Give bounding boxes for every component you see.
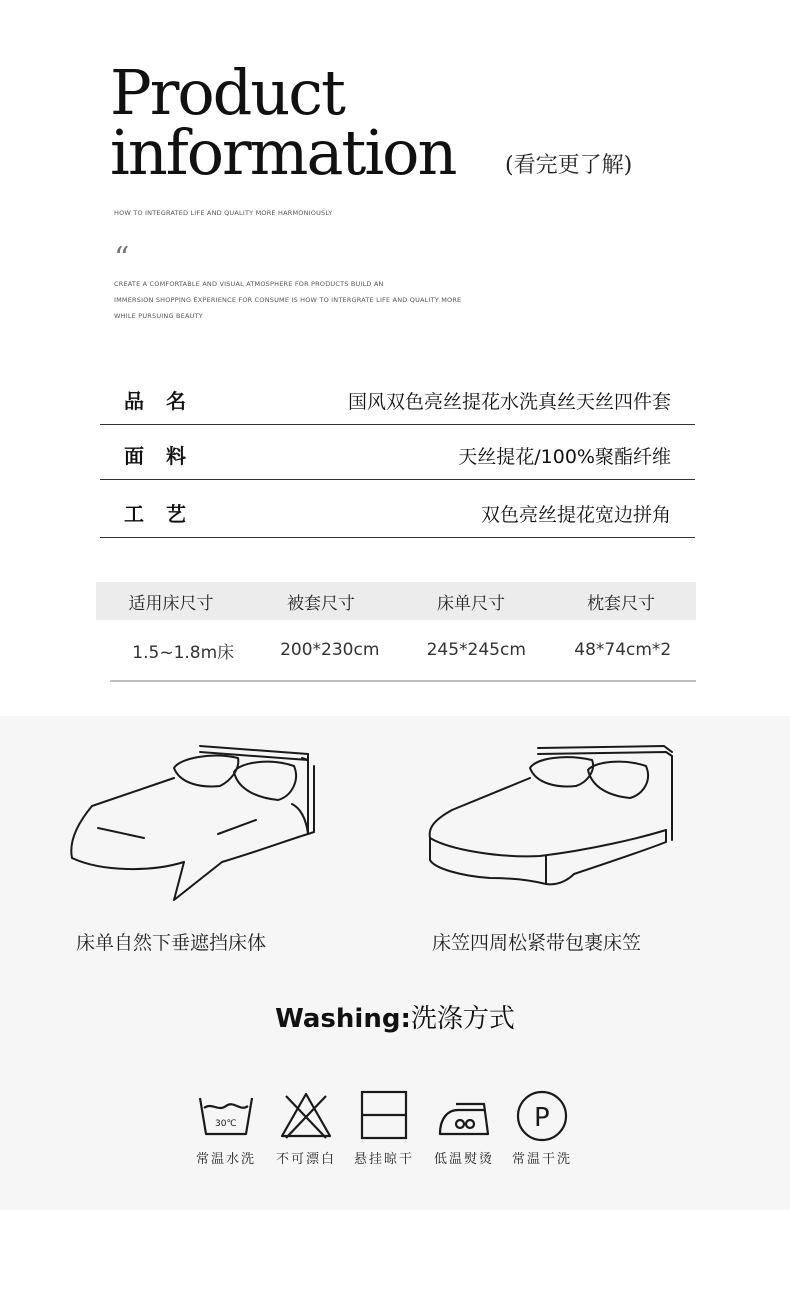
spec-value: 国风双色亮丝提花水洗真丝天丝四件套 [347, 391, 671, 413]
size-cell: 200*230cm [280, 640, 380, 660]
bed-caption-flat: 床单自然下垂遮挡床体 [76, 932, 267, 954]
title-line-1: Product [110, 56, 344, 129]
subtitle-cn: (看完更了解) [505, 153, 633, 178]
size-table [96, 582, 696, 682]
spec-label: 品名 [124, 389, 208, 413]
size-table-header [96, 582, 696, 620]
washing-title [0, 998, 790, 1035]
dry-clean-letter: P [534, 1103, 550, 1133]
fitted-sheet-bed-icon [420, 738, 680, 908]
quote-line-2: IMMERSION SHOPPING EXPERIENCE FOR CONSUME IS HOW TO INTERGRATE LIFE AND QUALITY MORE [114, 296, 462, 304]
care-label: 常温水洗 [195, 1152, 256, 1167]
spec-label: 工艺 [124, 502, 208, 526]
spec-label: 面料 [124, 444, 208, 468]
size-table-row [110, 620, 696, 682]
quote-line-3: WHILE PURSUING BEAUTY [114, 312, 203, 320]
quote-icon: “ [114, 241, 130, 276]
size-header-cell: 枕套尺寸 [587, 593, 655, 614]
size-cell: 245*245cm [426, 640, 526, 660]
size-header-cell: 被套尺寸 [287, 593, 355, 614]
washing-title-cn: 洗涤方式 [410, 1004, 515, 1034]
spec-value: 双色亮丝提花宽边拼角 [480, 504, 671, 526]
size-header-cell: 床单尺寸 [437, 593, 505, 614]
wash-30c-icon [196, 1088, 256, 1144]
spec-row-craft [100, 485, 695, 538]
care-label: 常温干洗 [511, 1152, 572, 1167]
size-header-cell: 适用床尺寸 [128, 593, 214, 614]
care-label: 悬挂晾干 [353, 1152, 414, 1167]
spec-row-name [100, 372, 695, 425]
quote-line-1: CREATE A COMFORTABLE AND VISUAL ATMOSPHERE FOR PRODUCTS BUILD AN [114, 280, 384, 288]
size-cell: 48*74cm*2 [574, 640, 672, 660]
spec-row-fabric [100, 427, 695, 480]
no-bleach-icon [276, 1088, 336, 1144]
dry-clean-icon [512, 1088, 572, 1144]
wash-temp-label: 30℃ [215, 1119, 237, 1129]
care-label: 低温熨烫 [433, 1152, 494, 1167]
spec-value: 天丝提花/100%聚酯纤维 [458, 446, 671, 468]
washing-title-en: Washing: [275, 1004, 411, 1034]
size-cell: 1.5~1.8m床 [132, 642, 235, 663]
hang-dry-icon [354, 1088, 414, 1144]
care-label: 不可漂白 [275, 1152, 336, 1167]
flat-sheet-bed-icon [62, 738, 322, 908]
bed-caption-fitted: 床笠四周松紧带包裹床笠 [432, 932, 642, 954]
iron-low-icon [434, 1088, 494, 1144]
tagline: HOW TO INTEGRATED LIFE AND QUALITY MORE HARMONIOUSLY [114, 209, 333, 217]
title-line-2: information [110, 116, 456, 189]
